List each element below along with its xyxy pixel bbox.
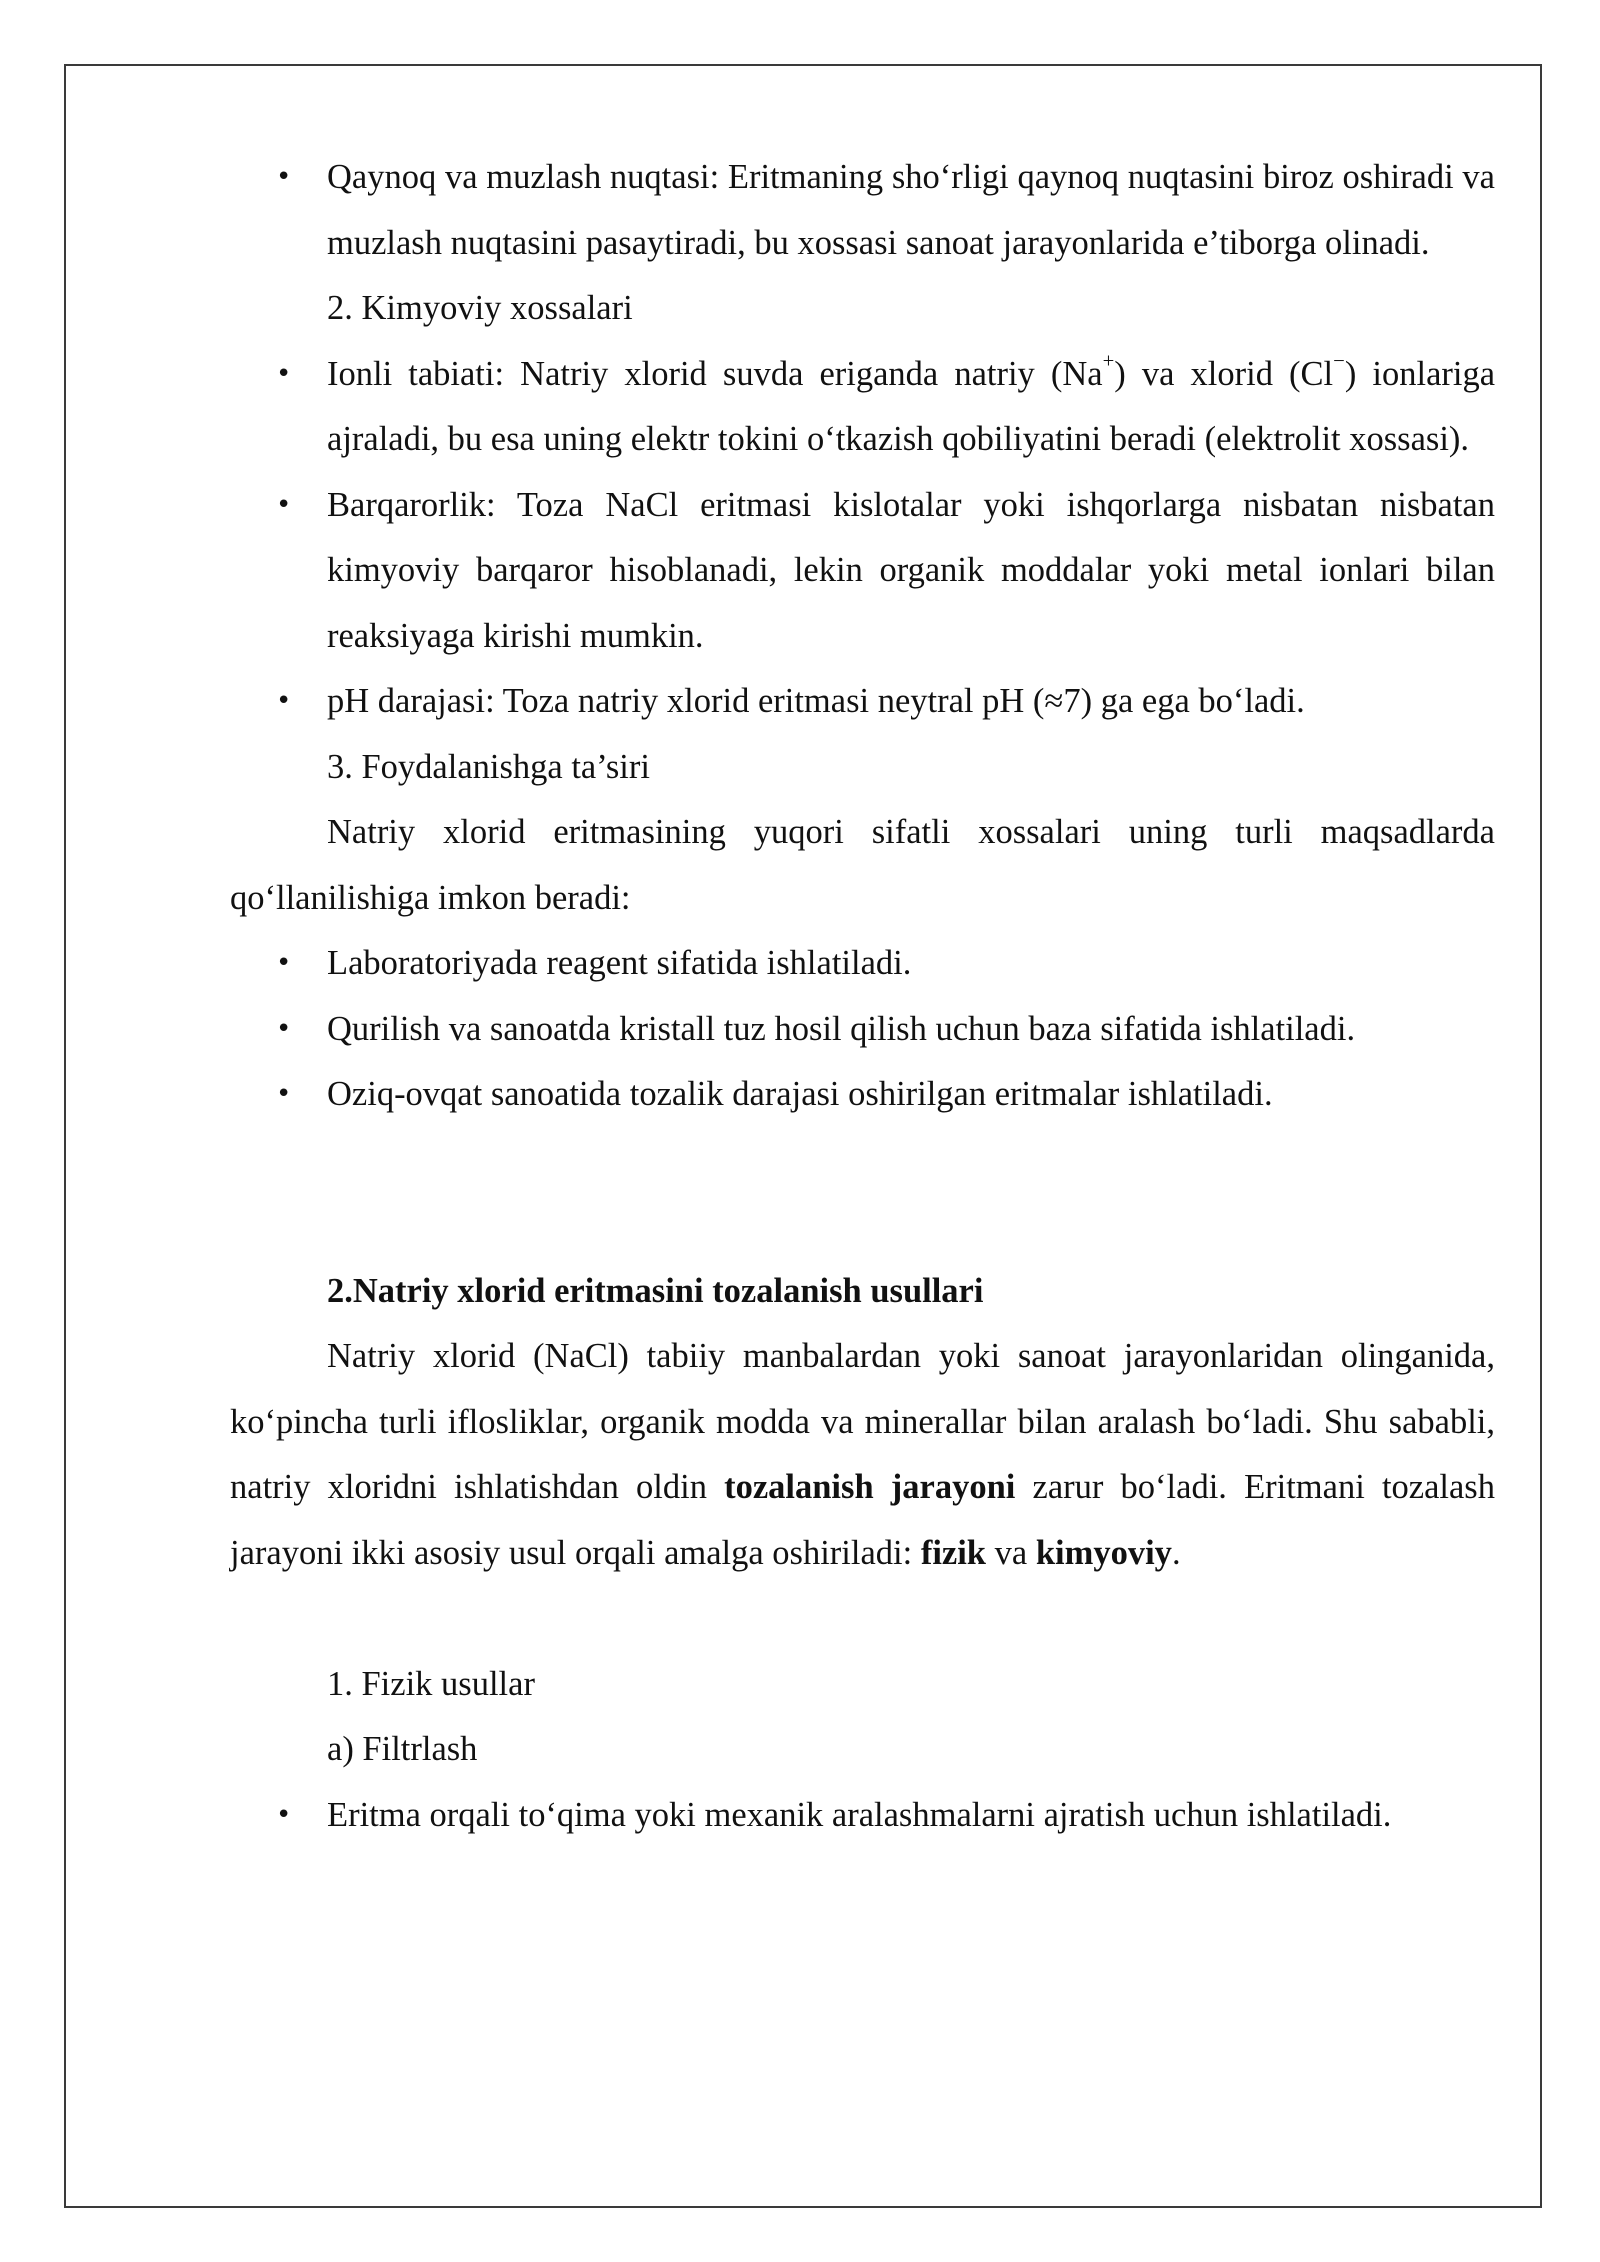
- document-body: [230, 145, 1495, 1848]
- list-item-ionic-nature: • Ionli tabiati: Natriy xlorid suvda eriganda natriy (Na+) va xlorid (Cl−) ionlariga ajraladi, bu esa uning elektr tokini o‘tkazish qobiliyatini beradi (elektrolit xossasi).: [230, 342, 1495, 473]
- superscript-minus: −: [1333, 349, 1345, 372]
- list-item-usage-food: • Oziq-ovqat sanoatida tozalik darajasi oshirilgan eritmalar ishlatiladi.: [230, 1062, 1495, 1128]
- section-title-usage: 3. Foydalanishga ta’siri: [327, 747, 650, 786]
- section-title-chemical: 2. Kimyoviy xossalari: [327, 289, 633, 327]
- superscript-plus: +: [1102, 349, 1115, 372]
- list-item-boiling-point: • Qaynoq va muzlash nuqtasi: Eritmaning sho‘rligi qaynoq nuqtasini biroz oshiradi va muzlash nuqtasini pasaytiradi, bu xossasi sanoat jarayonlarida e’tiborga olinadi.: [230, 145, 1495, 276]
- subsection-title-physical: 1. Fizik usullar: [327, 1664, 535, 1703]
- section-heading-purification: 2.Natriy xlorid eritmasini tozalanish usullari: [327, 1271, 984, 1310]
- list-item-ph: • pH darajasi: Toza natriy xlorid eritmasi neytral pH (≈7) ga ega bo‘ladi.: [230, 669, 1495, 735]
- spacer: [230, 1128, 1495, 1259]
- spacer: [230, 1586, 1495, 1652]
- list-item-filtration: • Eritma orqali to‘qima yoki mexanik aralashmalarni ajratish uchun ishlatiladi.: [230, 1783, 1495, 1849]
- list-item-usage-lab: • Laboratoriyada reagent sifatida ishlatiladi.: [230, 931, 1495, 997]
- subsection-title-filtration: a) Filtrlash: [327, 1730, 478, 1768]
- list-item-usage-construction: • Qurilish va sanoatda kristall tuz hosil qilish uchun baza sifatida ishlatiladi.: [230, 997, 1495, 1063]
- usage-intro-paragraph: Natriy xlorid eritmasining yuqori sifatli xossalari uning turli maqsadlarda qo‘llanilishiga imkon beradi:: [230, 813, 1495, 917]
- list-item-stability: • Barqarorlik: Toza NaCl eritmasi kislotalar yoki ishqorlarga nisbatan nisbatan kimyoviy barqaror hisoblanadi, lekin organik moddalar yoki metal ionlari bilan reaksiyaga kirishi mumkin.: [230, 473, 1495, 670]
- purification-paragraph: Natriy xlorid (NaCl) tabiiy manbalardan yoki sanoat jarayonlaridan olinganida, ko‘pincha turli iflosliklar, organik modda va minerallar bilan aralash bo‘ladi. Shu sababli, natriy xloridni ishlatishdan oldin tozalanish jarayoni zarur bo‘ladi. Eritmani tozalash jarayoni ikki asosiy usul orqali amalga oshiriladi: fizik va kimyoviy.: [230, 1337, 1495, 1572]
